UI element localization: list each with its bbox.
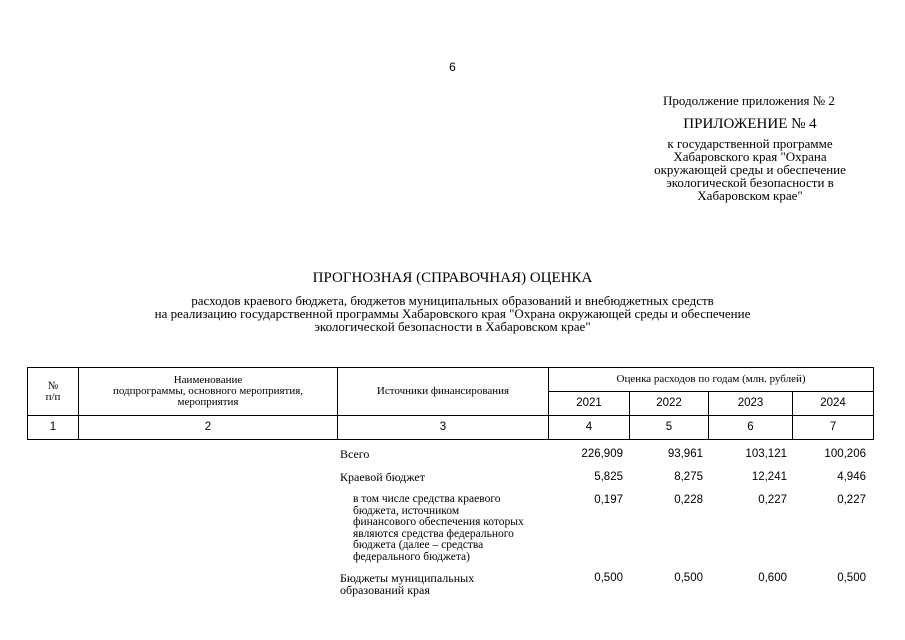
appendix-line: экологической безопасности в: [666, 175, 834, 190]
header-name-line: подпрограммы, основного мероприятия,: [112, 385, 304, 397]
column-number-5: 5: [630, 416, 709, 440]
header-estimate-cell: Оценка расходов по годам (млн. рублей): [549, 368, 874, 392]
year-2023: 2023: [709, 392, 793, 416]
value-2024: 0,500: [837, 572, 866, 584]
heading-line: расходов краевого бюджета, бюджетов муниципальных образований и внебюджетных средств: [191, 293, 714, 308]
appendix-line: Хабаровского края "Охрана: [673, 149, 827, 164]
header-number-symbol: №: [47, 379, 59, 392]
appendix-line: к государственной программе: [667, 136, 833, 151]
value-2021: 0,500: [594, 572, 623, 584]
row-label: Краевой бюджет: [340, 470, 425, 484]
year-2022: 2022: [630, 392, 709, 416]
value-2022: 93,961: [667, 448, 703, 460]
header-number-cell: [28, 368, 79, 416]
document-heading: [0, 270, 905, 333]
heading-line: на реализацию государственной программы Хабаровского края "Охрана окружающей среды и обеспечение: [154, 306, 751, 321]
appendix-line: Хабаровском крае": [697, 188, 803, 203]
year-2024: 2024: [793, 392, 874, 416]
header-number-abbr: п/п: [45, 390, 61, 403]
row-label: Всего: [340, 447, 370, 461]
appendix-block: [630, 118, 870, 202]
year-2021: 2021: [549, 392, 630, 416]
header-source-cell: Источники финансирования: [338, 368, 549, 416]
row-label-line: бюджета, источником: [353, 504, 460, 517]
value-2023: 0,600: [758, 572, 787, 584]
row-label-line: бюджета (далее – средства: [353, 539, 484, 551]
value-2023: 103,121: [745, 448, 787, 460]
value-2024: 4,946: [837, 471, 866, 483]
value-2021: 226,909: [581, 448, 623, 460]
row-label: [353, 494, 548, 563]
value-2022: 8,275: [674, 471, 703, 483]
column-number-2: 2: [79, 416, 338, 440]
header-name-cell: [79, 368, 338, 416]
row-label-line: образований края: [340, 583, 430, 597]
column-number-6: 6: [709, 416, 793, 440]
value-2023: 12,241: [751, 471, 787, 483]
row-label-line: Бюджеты муниципальных: [340, 571, 475, 585]
row-label-line: в том числе средства краевого: [353, 493, 501, 505]
row-label: [340, 572, 550, 596]
value-2024: 0,227: [837, 494, 866, 506]
value-2022: 0,228: [674, 494, 703, 506]
heading-line: экологической безопасности в Хабаровском крае": [314, 319, 591, 334]
column-number-3: 3: [338, 416, 549, 440]
page-number: 6: [449, 60, 456, 74]
column-number-1: 1: [28, 416, 79, 440]
header-name-line: мероприятия: [177, 396, 239, 408]
appendix-line: окружающей среды и обеспечение: [654, 162, 846, 177]
row-label-line: федерального бюджета): [353, 550, 470, 563]
column-number-4: 4: [549, 416, 630, 440]
table-header: [27, 367, 874, 440]
value-2024: 100,206: [824, 448, 866, 460]
value-2022: 0,500: [674, 572, 703, 584]
column-number-7: 7: [793, 416, 874, 440]
value-2021: 5,825: [594, 471, 623, 483]
appendix-title: ПРИЛОЖЕНИЕ № 4: [683, 116, 817, 132]
value-2023: 0,227: [758, 494, 787, 506]
continuation-note: Продолжение приложения № 2: [663, 93, 835, 108]
header-name-line: Наименование: [173, 374, 243, 386]
row-label-line: являются средства федерального: [353, 527, 514, 540]
heading-title: ПРОГНОЗНАЯ (СПРАВОЧНАЯ) ОЦЕНКА: [312, 270, 593, 286]
value-2021: 0,197: [594, 494, 623, 506]
row-label-line: финансового обеспечения которых: [353, 516, 524, 528]
